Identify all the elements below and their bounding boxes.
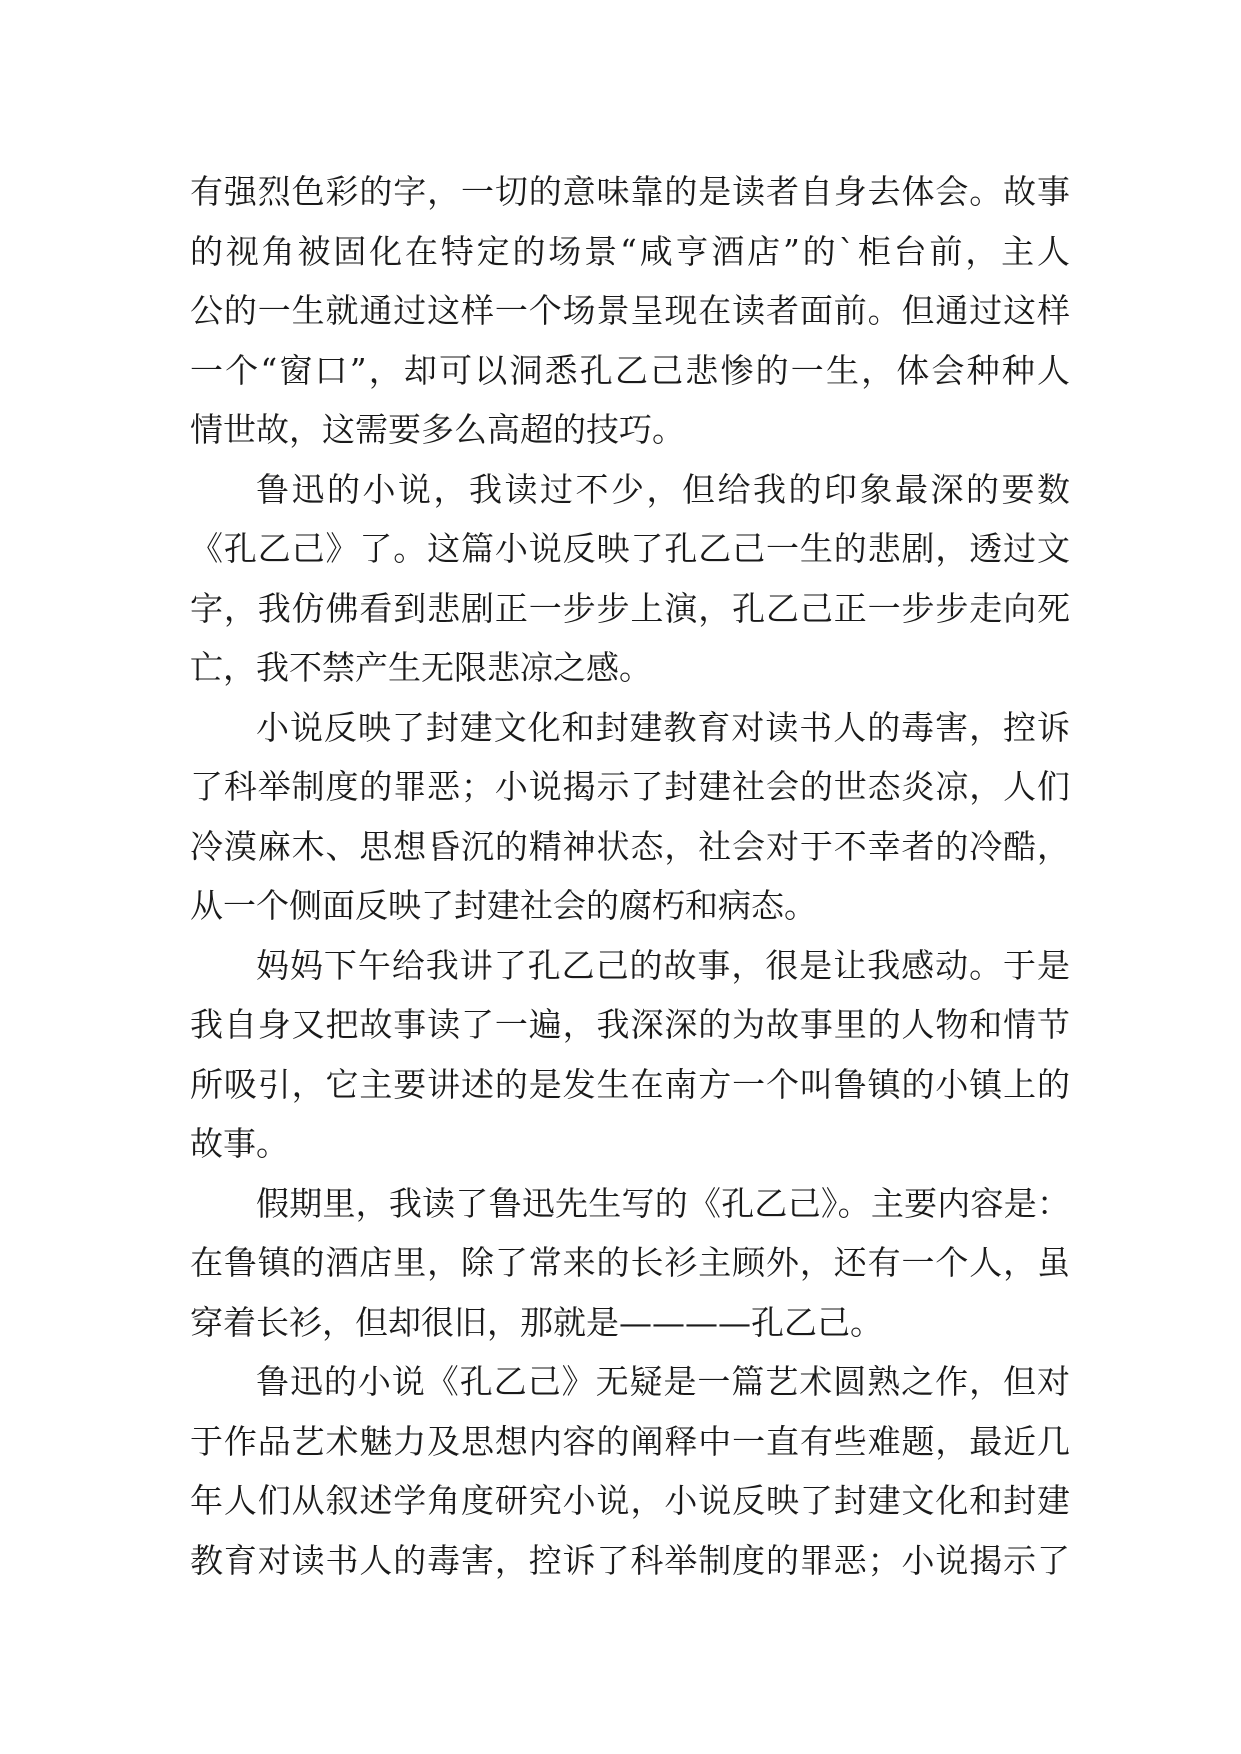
text-line: 公的一生就通过这样一个场景呈现在读者面前。但通过这样 xyxy=(190,291,1070,330)
text-line: 故事。 xyxy=(190,1124,289,1163)
paragraph-first-line: 小说反映了封建文化和封建教育对读书人的毒害，控诉 xyxy=(256,707,1070,747)
text-line: 穿着长衫，但却很旧，那就是————孔乙己。 xyxy=(190,1302,883,1342)
paragraph-first-line: 妈妈下午给我讲了孔乙己的故事，很是让我感动。于是 xyxy=(256,945,1070,985)
text-line: 从一个侧面反映了封建社会的腐朽和病态。 xyxy=(190,886,817,925)
paragraph-first-line: 鲁迅的小说《孔乙己》无疑是一篇艺术圆熟之作，但对 xyxy=(256,1362,1070,1401)
text-line: 亡，我不禁产生无限悲凉之感。 xyxy=(190,648,652,687)
body-text xyxy=(190,162,1070,1590)
text-line: 情世故，这需要多么高超的技巧。 xyxy=(190,410,685,449)
paragraph-first-line: 鲁迅的小说，我读过不少，但给我的印象最深的要数 xyxy=(256,469,1070,509)
text-line: 《孔乙己》了。这篇小说反映了孔乙己一生的悲剧，透过文 xyxy=(190,529,1070,568)
text-line: 教育对读书人的毒害，控诉了科举制度的罪恶；小说揭示了 xyxy=(190,1540,1070,1580)
text-line: 冷漠麻木、思想昏沉的精神状态，社会对于不幸者的冷酷， xyxy=(190,826,1070,866)
text-line: 于作品艺术魅力及思想内容的阐释中一直有些难题，最近几 xyxy=(190,1421,1070,1461)
text-line: 在鲁镇的酒店里，除了常来的长衫主顾外，还有一个人，虽 xyxy=(190,1243,1070,1282)
text-line: 我自身又把故事读了一遍，我深深的为故事里的人物和情节 xyxy=(190,1005,1070,1044)
text-line: 字，我仿佛看到悲剧正一步步上演，孔乙己正一步步走向死 xyxy=(190,588,1070,628)
text-line: 有强烈色彩的字，一切的意味靠的是读者自身去体会。故事 xyxy=(190,172,1070,211)
text-line: 所吸引，它主要讲述的是发生在南方一个叫鲁镇的小镇上的 xyxy=(190,1064,1070,1104)
text-line: 一个“窗口”，却可以洞悉孔乙己悲惨的一生，体会种种人 xyxy=(190,350,1070,390)
text-line: 年人们从叙述学角度研究小说，小说反映了封建文化和封建 xyxy=(190,1481,1070,1520)
text-line: 的视角被固化在特定的场景“咸亨酒店”的`柜台前，主人 xyxy=(190,231,1070,271)
text-line: 了科举制度的罪恶；小说揭示了封建社会的世态炎凉，人们 xyxy=(190,767,1070,806)
paragraph-first-line: 假期里，我读了鲁迅先生写的《孔乙己》。主要内容是： xyxy=(256,1183,1070,1223)
